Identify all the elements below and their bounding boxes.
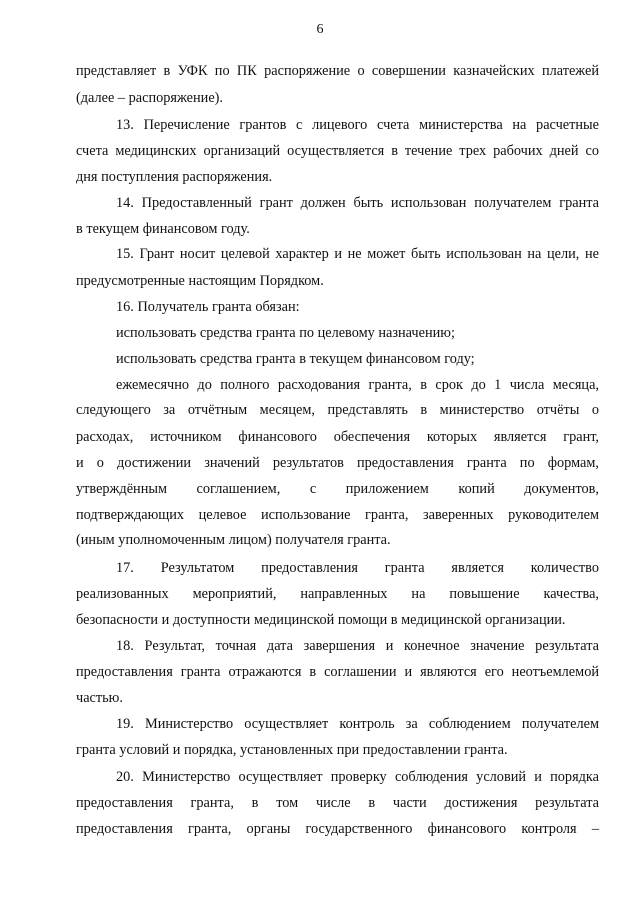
text-line: счета медицинских организаций осуществляется в течение трех рабочих дней со xyxy=(76,143,599,159)
text-line: представляет в УФК по ПК распоряжение о совершении казначейских платежей xyxy=(76,63,599,79)
paragraph-18-line: 18. Результат, точная дата завершения и конечное значение результата xyxy=(116,638,599,654)
paragraph-16-line: 16. Получатель гранта обязан: xyxy=(116,299,300,315)
text-line: использовать средства гранта в текущем финансовом году; xyxy=(116,351,475,367)
text-line: подтверждающих целевое использование гранта, заверенных руководителем xyxy=(76,507,599,523)
text-line: предоставления гранта, органы государственного финансового контроля – xyxy=(76,821,599,837)
text-line: ежемесячно до полного расходования гранта, в срок до 1 числа месяца, xyxy=(116,377,599,393)
text-line: утверждённым соглашением, с приложением копий документов, xyxy=(76,481,599,497)
paragraph-15-line: 15. Грант носит целевой характер и не может быть использован на цели, не xyxy=(116,246,599,262)
text-line: следующего за отчётным месяцем, представлять в министерство отчёты о xyxy=(76,402,599,418)
text-line: расходах, источником финансового обеспечения которых является грант, xyxy=(76,429,599,445)
paragraph-19-line: 19. Министерство осуществляет контроль за соблюдением получателем xyxy=(116,716,599,732)
paragraph-14-line: 14. Предоставленный грант должен быть использован получателем гранта xyxy=(116,195,599,211)
paragraph-20-line: 20. Министерство осуществляет проверку соблюдения условий и порядка xyxy=(116,769,599,785)
text-line: в текущем финансовом году. xyxy=(76,221,250,237)
page-number: 6 xyxy=(316,22,324,37)
text-line: реализованных мероприятий, направленных на повышение качества, xyxy=(76,586,599,602)
text-line: дня поступления распоряжения. xyxy=(76,169,273,185)
paragraph-13-line: 13. Перечисление грантов с лицевого счета министерства на расчетные xyxy=(116,117,599,133)
text-line: предусмотренные настоящим Порядком. xyxy=(76,273,324,289)
text-line: гранта условий и порядка, установленных при предоставлении гранта. xyxy=(76,742,508,758)
text-line: безопасности и доступности медицинской помощи в медицинской организации. xyxy=(76,612,566,628)
text-line: предоставления гранта, в том числе в части достижения результата xyxy=(76,795,599,811)
text-line: предоставления гранта отражаются в соглашении и являются его неотъемлемой xyxy=(76,664,599,680)
text-line: и о достижении значений результатов предоставления гранта по формам, xyxy=(76,455,599,471)
text-line: частью. xyxy=(76,690,123,706)
text-line: использовать средства гранта по целевому назначению; xyxy=(116,325,455,341)
text-line: (далее – распоряжение). xyxy=(76,90,224,106)
text-line: (иным уполномоченным лицом) получателя гранта. xyxy=(76,532,391,548)
paragraph-17-line: 17. Результатом предоставления гранта является количество xyxy=(116,560,599,576)
